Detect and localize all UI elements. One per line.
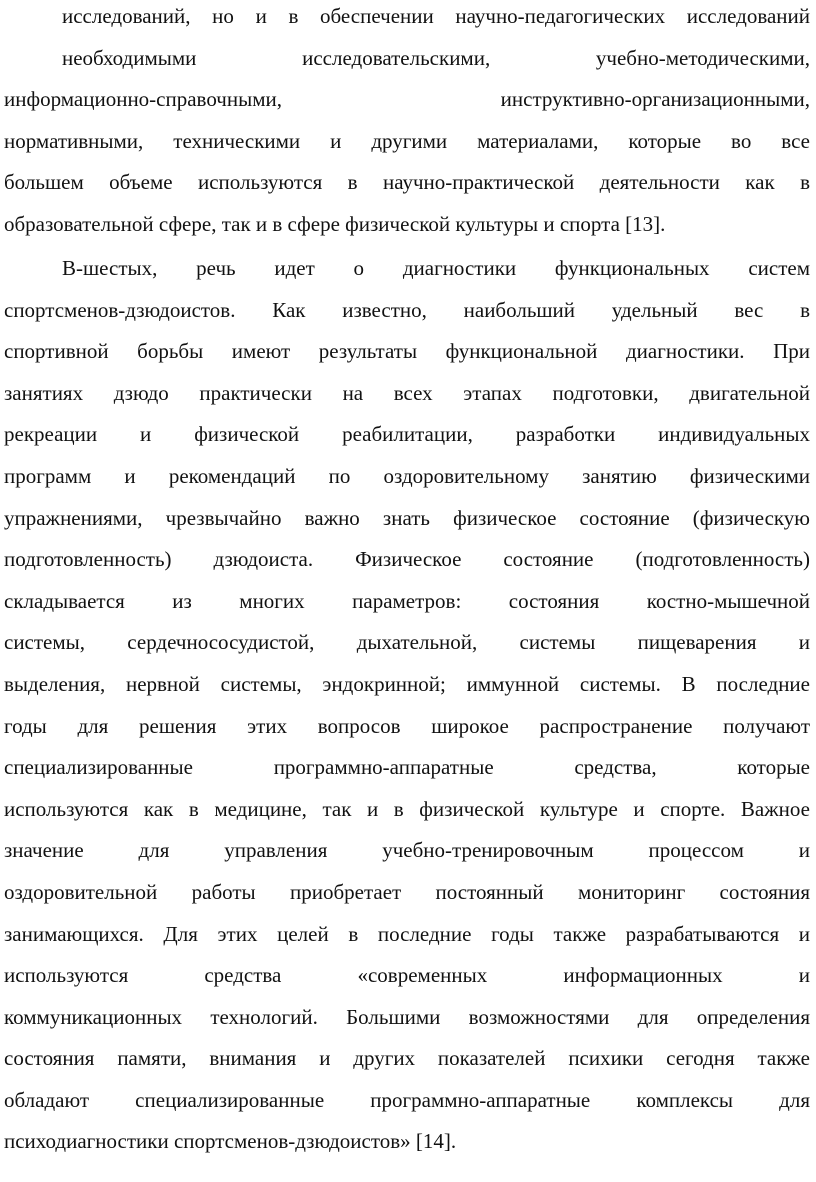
text-line: спортсменов-дзюдоистов. Как известно, наибольший удельный вес в	[4, 297, 810, 322]
text-line: годы для решения этих вопросов широкое распространение получают	[4, 713, 810, 738]
text-line: складывается из многих параметров: состояния костно-мышечной	[4, 588, 810, 613]
text-line: спортивной борьбы имеют результаты функциональной диагностики. При	[4, 339, 810, 364]
text-line: системы, сердечнососудистой, дыхательной, системы пищеварения и	[4, 630, 810, 655]
paragraph-2	[4, 248, 810, 1163]
text-line: используются как в медицине, так и в физической культуре и спорте. Важное	[4, 796, 810, 821]
text-line: необходимыми исследовательскими, учебно-методическими,	[62, 45, 810, 70]
text-line: занятиях дзюдо практически на всех этапах подготовки, двигательной	[4, 380, 810, 405]
paragraph-1	[4, 0, 810, 246]
text-line: программ и рекомендаций по оздоровительному занятию физическими	[4, 463, 810, 488]
text-line: оздоровительной работы приобретает постоянный мониторинг состояния	[4, 879, 810, 904]
text-line: значение для управления учебно-тренировочным процессом и	[4, 838, 810, 863]
text-line: выделения, нервной системы, эндокринной; иммунной системы. В последние	[4, 671, 810, 696]
text-line: используются средства «современных информационных и	[4, 963, 810, 988]
text-line: большем объеме используются в научно-практической деятельности как в	[4, 170, 810, 195]
text-line: подготовленность) дзюдоиста. Физическое состояние (подготовленность)	[4, 547, 810, 572]
text-line: упражнениями, чрезвычайно важно знать физическое состояние (физическую	[4, 505, 810, 530]
text-line: В-шестых, речь идет о диагностики функциональных систем	[62, 256, 810, 280]
text-line: коммуникационных технологий. Большими возможностями для определения	[4, 1004, 810, 1029]
text-line: специализированные программно-аппаратные средства, которые	[4, 755, 810, 780]
text-line: занимающихся. Для этих целей в последние годы также разрабатываются и	[4, 921, 810, 946]
text-line: состояния памяти, внимания и других показателей психики сегодня также	[4, 1046, 810, 1071]
text-line: обладают специализированные программно-аппаратные комплексы для	[4, 1087, 810, 1112]
text-line-last: образовательной сфере, так и в сфере физической культуры и спорта [13].	[4, 211, 666, 236]
text-line: информационно-справочными, инструктивно-организационными,	[4, 87, 810, 112]
text-line: исследований, но и в обеспечении научно-педагогических исследований	[62, 4, 810, 28]
text-line-last: психодиагностики спортсменов-дзюдоистов» [14].	[4, 1129, 457, 1154]
text-line: рекреации и физической реабилитации, разработки индивидуальных	[4, 422, 810, 447]
text-line: нормативными, техническими и другими материалами, которые во все	[4, 128, 810, 153]
